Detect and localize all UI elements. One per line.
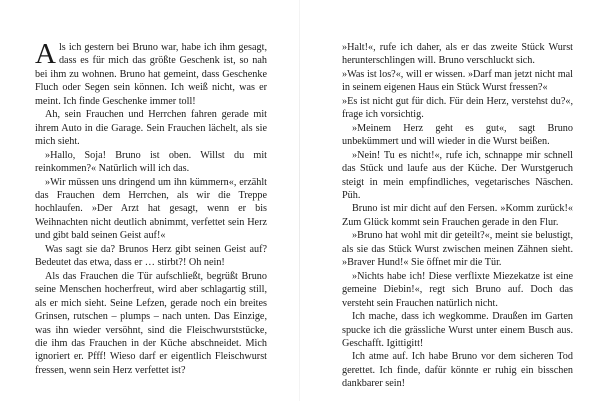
paragraph: »Meinem Herz geht es gut«, sagt Bruno unbekümmert und will wieder in die Wurst beißen. — [342, 122, 573, 148]
paragraph: »Es ist nicht gut für dich. Für dein Herz, verstehst du?«, frage ich vorsichtig. — [342, 95, 573, 121]
paragraph-text: ls ich gestern bei Bruno war, habe ich ihm gesagt, dass es für mich das größte Geschenk ist, so nah bei ihm zu wohnen. Bruno hat gemeint, dass Geschenke Fluch oder Segen sein können. Ich weiß nicht, was er meint. Ich finde Geschenke immer toll! — [35, 42, 267, 107]
paragraph: Bruno ist mir dicht auf den Fersen. »Komm zurück!« Zum Glück kommt sein Frauchen gerade in den Flur. — [342, 203, 573, 228]
paragraph: Ah, sein Frauchen und Herrchen fahren gerade mit ihrem Auto in die Garage. Sein Frauchen lächelt, als sie mich sieht. — [35, 109, 267, 148]
paragraph: »Bruno hat wohl mit dir geteilt?«, meint sie belustigt, als sie das Stück Wurst zwischen meinen Zähnen sieht. »Braver Hund!« Sie öffnet mir die Tür. — [342, 230, 573, 269]
paragraph — [35, 38, 267, 108]
right-page — [300, 0, 600, 401]
drop-cap: A — [35, 38, 56, 70]
paragraph: »Wir müssen uns dringend um ihn kümmern«, erzählt das Frauchen dem Herrchen, als wir die Treppe hochlaufen. »Der Arzt hat gesagt, wenn er bis Weihnachten nicht deutlich abnimmt, verfettet sein Herz und gibt bald seinen Geist auf!« — [35, 176, 267, 242]
right-text-column — [342, 41, 573, 391]
paragraph: Als das Frauchen die Tür aufschließt, begrüßt Bruno seine Menschen hocherfreut, wird aber schlagartig still, als er mich sieht. Seine Lefzen, gerade noch ein breites Grinsen, rutschen – plumps – nach unten. Das Einzige, was ihn wieder versöhnt, sind die Fleischwurststücke, die ihm das Frauchen in der Küche abschneidet. Mich ignoriert er. Pfff! Wieso darf er eigentlich Fleischwurst fressen, wenn sein Herz verfettet ist? — [35, 270, 267, 376]
left-text-column — [35, 38, 267, 377]
paragraph: »Halt!«, rufe ich daher, als er das zweite Stück Wurst herunterschlingen will. Bruno verschluckt sich. — [342, 42, 573, 67]
paragraph: »Was ist los?«, will er wissen. »Darf man jetzt nicht mal in seinem eigenen Haus ein Stück Wurst fressen?« — [342, 68, 573, 94]
paragraph: Was sagt sie da? Brunos Herz gibt seinen Geist auf? Bedeutet das etwa, dass er … stirbt?! Oh nein! — [35, 243, 267, 269]
paragraph: Ich atme auf. Ich habe Bruno vor dem sicheren Tod gerettet. Ich finde, dafür könnte er ruhig ein bisschen dankbarer sein! — [342, 351, 573, 390]
paragraph: »Hallo, Soja! Bruno ist oben. Willst du mit reinkommen?« Natürlich will ich das. — [35, 149, 267, 175]
paragraph: Ich mache, dass ich wegkomme. Draußen im Garten spucke ich die grässliche Wurst unter einem Busch aus. Geschafft. Igittigitt! — [342, 311, 573, 349]
paragraph: »Nichts habe ich! Diese verflixte Miezekatze ist eine gemeine Diebin!«, regt sich Bruno auf. Doch das versteht sein Frauchen natürlich nicht. — [342, 270, 573, 309]
paragraph: »Nein! Tu es nicht!«, rufe ich, schnappe mir schnell das Stück und laufe aus der Küche. Der Wurstgeruch steigt in mein empfindliches, vegetarisches Näschen. Püh. — [342, 149, 573, 201]
